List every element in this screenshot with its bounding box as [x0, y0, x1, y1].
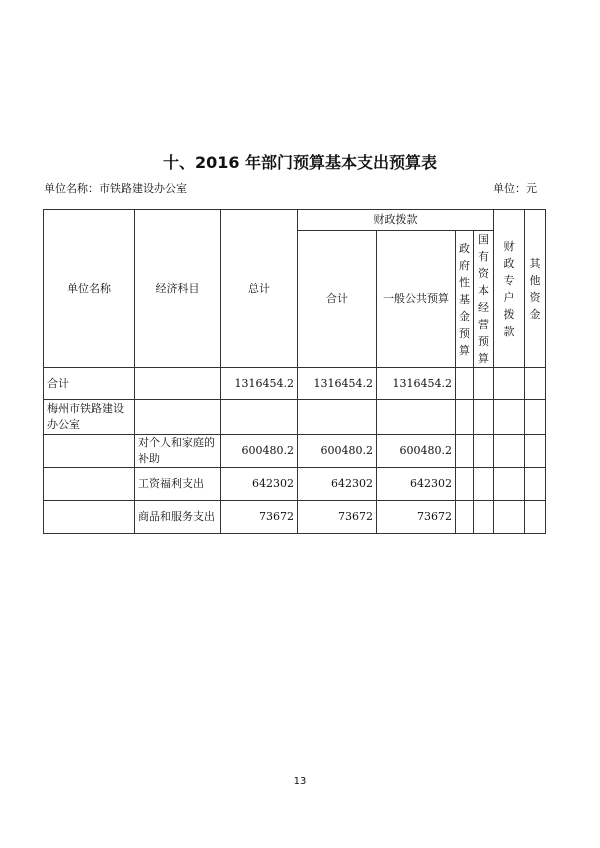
table-row [44, 501, 546, 534]
row-unit [44, 435, 135, 468]
unit-name-label: 单位名称：市铁路建设办公室 [44, 182, 187, 195]
row-subtotal [298, 400, 377, 435]
header-fiscal-special-text: 财政专户拨款 [503, 239, 515, 338]
row-economic-subject [135, 368, 221, 400]
budget-table [43, 209, 546, 534]
row-subtotal: 600480.2 [298, 435, 377, 468]
row-empty-cell [456, 400, 474, 435]
row-empty-cell [494, 468, 525, 501]
row-unit [44, 468, 135, 501]
row-empty-cell [494, 400, 525, 435]
row-empty-cell [494, 501, 525, 534]
page-number: 13 [293, 776, 307, 787]
row-total: 642302 [221, 468, 298, 501]
row-economic-subject: 商品和服务支出 [135, 501, 221, 534]
table-row [44, 435, 546, 468]
header-state-capital-budget [474, 231, 494, 368]
row-economic-subject: 对个人和家庭的补助 [135, 435, 221, 468]
row-empty-cell [525, 400, 546, 435]
row-unit: 合计 [44, 368, 135, 400]
row-general-budget: 642302 [377, 468, 456, 501]
header-gov-fund-budget [456, 231, 474, 368]
header-other-funds-text: 其他资金 [529, 256, 541, 321]
row-empty-cell [474, 400, 494, 435]
header-unit-name: 单位名称 [44, 210, 135, 368]
row-subtotal: 642302 [298, 468, 377, 501]
table-row [44, 400, 546, 435]
row-empty-cell [525, 501, 546, 534]
row-empty-cell [456, 501, 474, 534]
header-fiscal-special-account [494, 210, 525, 368]
row-empty-cell [456, 368, 474, 400]
row-general-budget: 600480.2 [377, 435, 456, 468]
row-empty-cell [474, 368, 494, 400]
currency-unit-label: 单位：元 [493, 182, 537, 195]
row-total [221, 400, 298, 435]
table-row [44, 368, 546, 400]
row-total: 1316454.2 [221, 368, 298, 400]
row-general-budget [377, 400, 456, 435]
header-total: 总计 [221, 210, 298, 368]
row-empty-cell [525, 435, 546, 468]
row-unit [44, 501, 135, 534]
header-subtotal: 合计 [298, 231, 377, 368]
header-gov-fund-text: 政府性基金预算 [459, 241, 470, 357]
header-economic-subject: 经济科目 [135, 210, 221, 368]
row-economic-subject [135, 400, 221, 435]
row-general-budget: 73672 [377, 501, 456, 534]
row-empty-cell [494, 368, 525, 400]
row-total: 73672 [221, 501, 298, 534]
row-empty-cell [525, 368, 546, 400]
header-general-budget: 一般公共预算 [377, 231, 456, 368]
header-fiscal-appropriation: 财政拨款 [298, 210, 494, 231]
row-empty-cell [474, 468, 494, 501]
row-subtotal: 73672 [298, 501, 377, 534]
row-empty-cell [474, 435, 494, 468]
header-other-funds [525, 210, 546, 368]
row-economic-subject: 工资福利支出 [135, 468, 221, 501]
page-title: 十、2016 年部门预算基本支出预算表 [162, 153, 438, 172]
row-empty-cell [456, 435, 474, 468]
row-subtotal: 1316454.2 [298, 368, 377, 400]
header-state-capital-text: 国有资本经营预算 [478, 233, 489, 365]
table-row [44, 468, 546, 501]
row-empty-cell [474, 501, 494, 534]
row-empty-cell [456, 468, 474, 501]
row-empty-cell [494, 435, 525, 468]
row-total: 600480.2 [221, 435, 298, 468]
row-general-budget: 1316454.2 [377, 368, 456, 400]
row-empty-cell [525, 468, 546, 501]
row-unit: 梅州市铁路建设办公室 [44, 400, 135, 435]
